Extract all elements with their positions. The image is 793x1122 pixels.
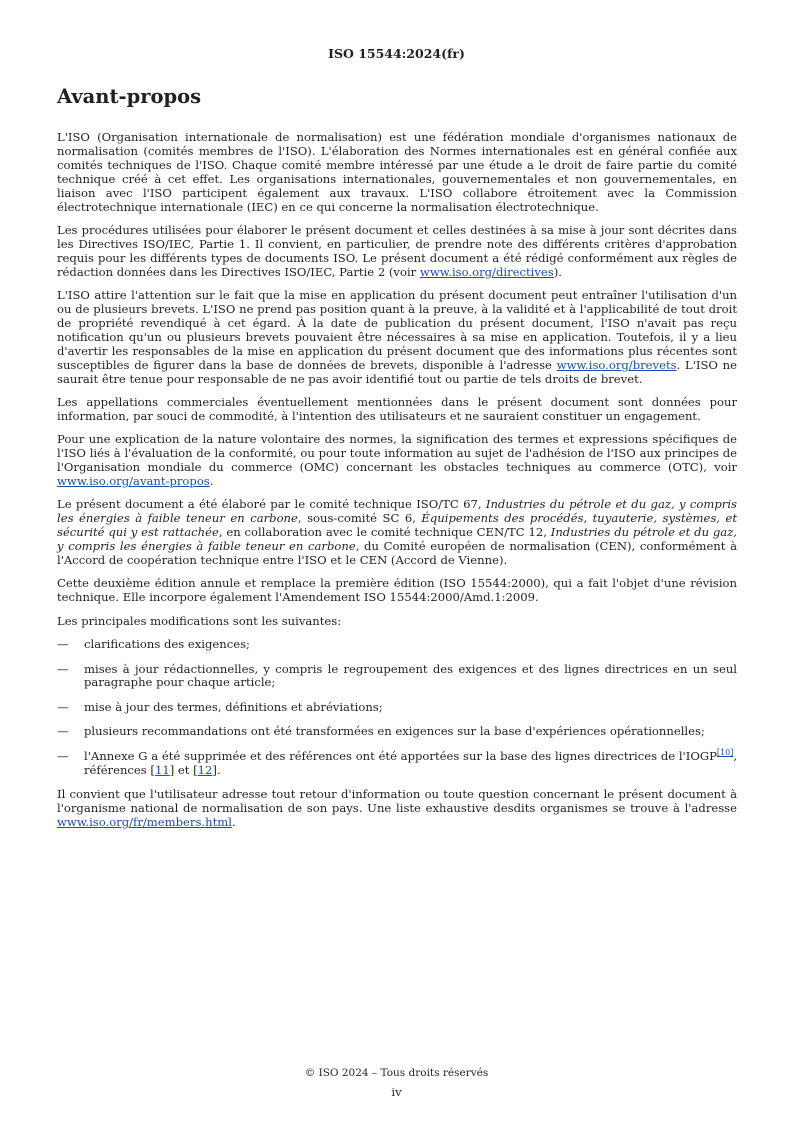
reference-12-link[interactable]: 12 [197,762,213,777]
paragraph-changes-intro: Les principales modifications sont les suivantes: [57,613,342,628]
page-title: Avant-propos [57,85,202,108]
paragraph-trade-names: Les appellations commerciales éventuellement mentionnées dans le présent document sont données pour information, par souci de commodité, à l'intention des utilisateurs et ne sauraient constituer un engagement. [57,394,737,423]
reference-10-link[interactable]: [10] [716,747,734,757]
paragraph-iso-intro: L'ISO (Organisation internationale de normalisation) est une fédération mondiale d'organismes nationaux de normalisation (comités membres de l'ISO). L'élaboration des Normes internationales est en général confiée aux comités techniques de l'ISO. Chaque comité membre intéressé par une étude a le droit de faire partie du comité technique créé à cet effet. Les organisations internationales, gouvernementales et non gouvernementales, en liaison avec l'ISO participent également aux travaux. L'ISO collabore étroitement avec la Commission électrotechnique internationale (IEC) en ce qui concerne la normalisation électrotechnique. [57,130,737,214]
paragraph-feedback: Il convient que l'utilisateur adresse tout retour d'information ou toute question concernant le présent document à l'organisme national de normalisation de son pays. Une liste exhaustive desdits organismes se trouve à l'adresse www.iso.org/fr/members.html. [57,786,737,829]
list-item: — mise à jour des termes, définitions et abréviations; [57,699,383,714]
list-item: — plusieurs recommandations ont été transformées en exigences sur la base d'expériences opérationnelles; [57,724,705,739]
list-item: — clarifications des exigences; [57,637,250,652]
list-item: — mises à jour rédactionnelles, y compris le regroupement des exigences et des lignes directrices en un seul paragraphe pour chaque article; [57,661,737,690]
patents-link[interactable]: www.iso.org/brevets [556,357,677,372]
paragraph-edition: Cette deuxième édition annule et remplace la première édition (ISO 15544:2000), qui a fait l'objet d'une révision technique. Elle incorpore également l'Amendement ISO 15544:2000/Amd.1:2009. [57,576,737,605]
foreword-body [57,131,737,839]
members-link[interactable]: www.iso.org/fr/members.html [57,814,232,829]
copyright-footer: © ISO 2024 – Tous droits réservés [304,1067,489,1079]
page-number: iv [391,1085,402,1099]
foreword-link[interactable]: www.iso.org/avant-propos [57,473,210,488]
document-header: ISO 15544:2024(fr) [328,46,465,61]
reference-11-link[interactable]: 11 [154,762,170,777]
changes-list [57,638,737,777]
paragraph-patents: L'ISO attire l'attention sur le fait que la mise en application du présent document peut entraîner l'utilisation d'un ou de plusieurs brevets. L'ISO ne prend pas position quant à la preuve, à la validité et à l'applicabilité de tout droit de propriété revendiqué à cet égard. À la date de publication du présent document, l'ISO n'avait pas reçu notification qu'un ou plusieurs brevets pouvaient être nécessaires à sa mise en application. Toutefois, il y a lieu d'avertir les responsables de la mise en application du présent document que des informations plus récentes sont susceptibles de figurer dans la base de données de brevets, disponible à l'adresse www.iso.org/brevets. L'ISO ne saurait être tenue pour responsable de ne pas avoir identifié tout ou partie de tels droits de brevet. [57,288,737,386]
paragraph-committee: Le présent document a été élaboré par le comité technique ISO/TC 67, Industries du pétrole et du gaz, y compris les énergies à faible teneur en carbone, sous-comité SC 6, Équipements des procédés, tuyauterie, systèmes, et sécurité qui y est rattachée, en collaboration avec le comité technique CEN/TC 12, Industries du pétrole et du gaz, y compris les énergies à faible teneur en carbone, du Comité européen de normalisation (CEN), conformément à l'Accord de coopération technique entre l'ISO et le CEN (Accord de Vienne). [57,497,738,567]
paragraph-voluntary-nature: Pour une explication de la nature volontaire des normes, la signification des termes et expressions spécifiques de l'ISO liés à l'évaluation de la conformité, ou pour toute information au sujet de l'adhésion de l'ISO aux principes de l'Organisation mondiale du commerce (OMC) concernant les obstacles techniques au commerce (OTC), voir www.iso.org/avant-propos. [57,432,737,488]
directives-link[interactable]: www.iso.org/directives [419,264,554,279]
paragraph-procedures: Les procédures utilisées pour élaborer le présent document et celles destinées à sa mise à jour sont décrites dans les Directives ISO/IEC, Partie 1. Il convient, en particulier, de prendre note des différents critères d'approbation requis pour les différents types de documents ISO. Le présent document a été rédigé conformément aux règles de rédaction données dans les Directives ISO/IEC, Partie 2 (voir www.iso.org/directives). [57,222,737,279]
list-item: — l'Annexe G a été supprimée et des références ont été apportées sur la base des lignes directrices de l'IOGP[10], références [11] et [12]. [57,747,737,777]
